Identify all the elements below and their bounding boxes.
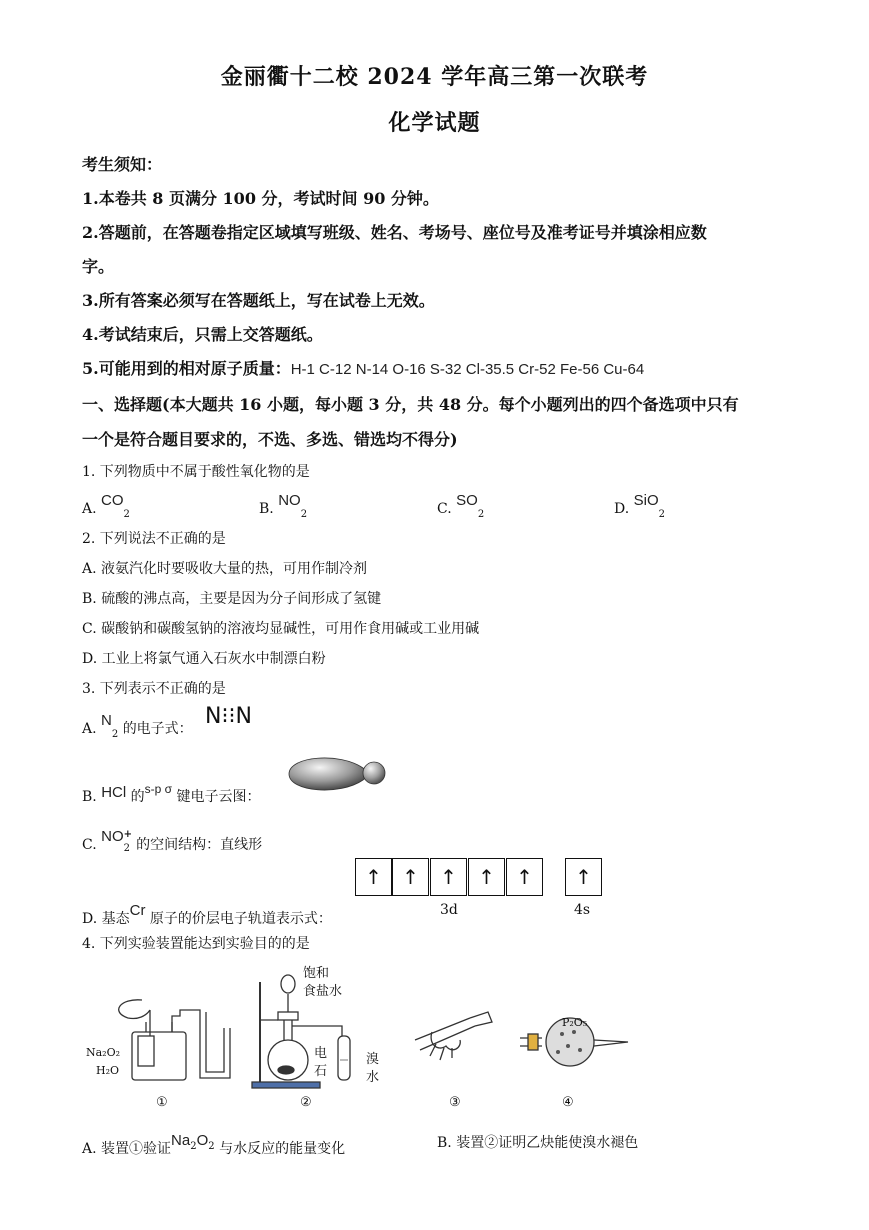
exam-subtitle: 化学试题: [388, 110, 481, 136]
q4-stem: 4. 下列实验装置能达到实验目的的是: [82, 936, 310, 952]
q1-option-d: D. SiO$_2$: [614, 492, 666, 520]
notice-item: 3.所有答案必须写在答题纸上，写在试卷上无效。: [82, 291, 435, 310]
orbital-box-4s: ↑: [565, 858, 602, 896]
apparatus-1: [119, 1000, 230, 1080]
q3-option-a: A. $N_2$ 的电子式：: [82, 712, 193, 740]
q1-option-c: C. $SO_2$: [437, 492, 485, 520]
q2-option-b: B. 硫酸的沸点高，主要是因为分子间形成了氢键: [82, 591, 382, 607]
q2-option-a: A. 液氨汽化时要吸收大量的热，可用作制冷剂: [82, 561, 368, 577]
q1-option-a: A. $CO_2$: [82, 492, 130, 520]
orbital-box-3d: ↑: [506, 858, 543, 896]
figure-number-1: ①: [156, 1095, 168, 1110]
orbital-box-3d: ↑: [430, 858, 467, 896]
orbital-box-3d: ↑: [392, 858, 429, 896]
label-carbide-2: 石: [314, 1064, 328, 1079]
figure-number-4: ④: [562, 1095, 574, 1110]
orbital-box-3d: ↑: [468, 858, 505, 896]
apparatus-3: [415, 1012, 492, 1060]
section-heading-line1: 一、选择题(本大题共 16 小题，每小题 3 分，共 48 分。每个小题列出的四个备选项中只有: [82, 395, 739, 414]
label-brine-1: 饱和: [303, 966, 330, 981]
section-heading-line2: 一个是符合题目要求的，不选、多选、错选均不得分): [82, 430, 458, 449]
n2-electron-formula: N⁝⁝N: [205, 704, 252, 729]
label-bromine-water-2: 水: [366, 1070, 380, 1085]
label-p2o5: P₂O₅: [562, 1016, 588, 1029]
q4-option-b: B. 装置②证明乙炔能使溴水褪色: [437, 1135, 639, 1151]
electron-cloud-diagram: [285, 750, 390, 800]
q1-stem: 1. 下列物质中不属于酸性氧化物的是: [82, 464, 310, 480]
q4-option-a: A. 装置①验证$Na^2O^2$ 与水反应的能量变化: [82, 1132, 346, 1157]
notice-item: 4.考试结束后，只需上交答题纸。: [82, 325, 323, 344]
p-orbital-lobe: [289, 758, 366, 790]
notice-item: [82, 356, 644, 379]
label-carbide-1: 电: [314, 1046, 328, 1061]
label-brine-2: 食盐水: [303, 984, 343, 999]
q1-option-b: B. $NO_2$: [259, 492, 308, 520]
q3-option-d: D. 基态Cr 原子的价层电子轨道表示式：: [82, 902, 332, 927]
s-orbital-ball: [363, 762, 385, 784]
label-na2o2: Na₂O₂: [86, 1046, 121, 1059]
figure-number-2: ②: [300, 1095, 312, 1110]
q2-stem: 2. 下列说法不正确的是: [82, 531, 226, 547]
q3-option-b: B. HCl 的s-p σ 键电子云图：: [82, 782, 261, 805]
q3-option-c: C. NO + 2 的空间结构：直线形: [82, 828, 263, 854]
label-3d: 3d: [440, 902, 458, 918]
atomic-masses: H-1 C-12 N-14 O-16 S-32 Cl-35.5 Cr-52 Fe-56 Cu-64: [290, 361, 645, 378]
label-4s: 4s: [574, 902, 591, 918]
q2-option-c: C. 碳酸钠和碳酸氢钠的溶液均显碱性，可用作食用碱或工业用碱: [82, 621, 480, 637]
q3-stem: 3. 下列表示不正确的是: [82, 681, 226, 697]
notice-item: 1.本卷共 8 页满分 100 分，考试时间 90 分钟。: [82, 189, 439, 208]
label-bromine-water-1: 溴: [366, 1052, 380, 1067]
notice-item: 字。: [82, 257, 115, 276]
notice-item: 2.答题前，在答题卷指定区域填写班级、姓名、考场号、座位号及准考证号并填涂相应数: [82, 223, 707, 242]
exam-title: 金丽衢十二校 2024 学年高三第一次联考: [220, 64, 649, 90]
notice-mass-label: 5.可能用到的相对原子质量：: [82, 359, 291, 378]
orbital-box-3d: ↑: [355, 858, 392, 896]
figure-number-3: ③: [449, 1095, 461, 1110]
notice-heading: 考生须知：: [82, 155, 163, 174]
q2-option-d: D. 工业上将氯气通入石灰水中制漂白粉: [82, 651, 326, 667]
label-h2o: H₂O: [96, 1064, 120, 1077]
